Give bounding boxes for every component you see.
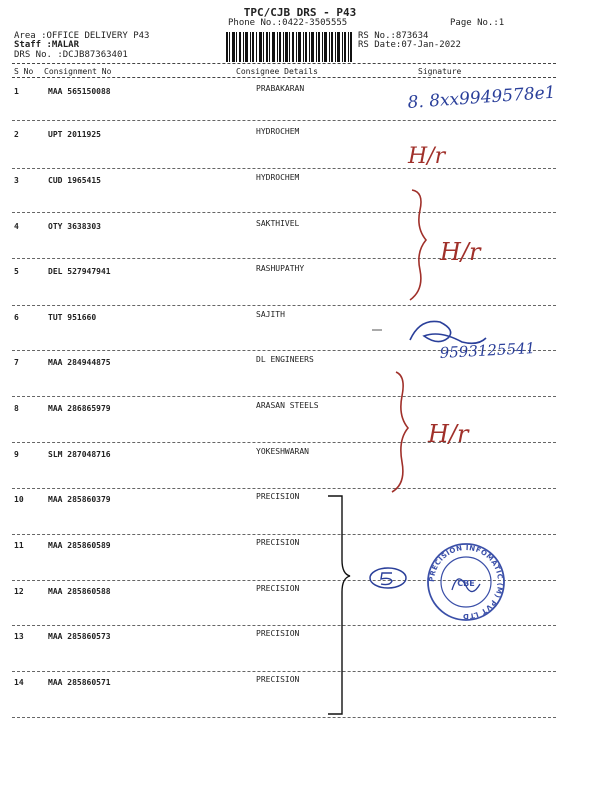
row-consignee: YOKESHWARAN <box>256 447 309 456</box>
row-sno: 3 <box>14 176 19 185</box>
stamp-city: CBE <box>457 579 475 588</box>
column-consignee: Consignee Details <box>236 67 318 76</box>
company-stamp <box>428 544 504 620</box>
rs-number: RS No.:873634 <box>358 31 429 41</box>
row-sno: 11 <box>14 541 24 550</box>
row-consignment-no: MAA 286865979 <box>48 404 111 413</box>
row-consignment-no: TUT 951660 <box>48 313 97 322</box>
row-sno: 2 <box>14 130 19 139</box>
area-label: Area :OFFICE DELIVERY P43 <box>14 31 150 41</box>
signature-rows-7-9: H/r <box>428 420 469 448</box>
brace-rows-7-9 <box>392 372 408 492</box>
row-sno: 1 <box>14 87 19 96</box>
page-number: Page No.:1 <box>450 18 505 28</box>
rs-date: RS Date:07-Jan-2022 <box>358 40 461 50</box>
drs-number: DRS No. :DCJB87363401 <box>14 50 128 60</box>
row-sno: 14 <box>14 678 24 687</box>
row-consignment-no: MAA 285860589 <box>48 541 111 550</box>
row-consignee: PRABAKARAN <box>256 84 305 93</box>
row-consignee: PRECISION <box>256 629 300 638</box>
row-sno: 13 <box>14 632 24 641</box>
row-consignee: HYDROCHEM <box>256 127 300 136</box>
document-title: TPC/CJB DRS - P43 <box>243 6 357 19</box>
row-consignment-no: MAA 565150088 <box>48 87 111 96</box>
bracket-rows-10-14 <box>328 496 350 714</box>
column-signature: Signature <box>418 67 462 76</box>
stamp-text: PRECISION INFOMATIC (M) PVT LTD <box>427 543 505 621</box>
signature-row-6-scribble <box>410 321 486 343</box>
row-consignment-no: SLM 287048716 <box>48 450 111 459</box>
staff-label: Staff :MALAR <box>14 40 80 50</box>
phone-number: Phone No.:0422-3505555 <box>228 18 348 28</box>
circled-number-digit <box>381 573 392 585</box>
row-consignee: SAJITH <box>256 310 285 319</box>
row-consignee: PRECISION <box>256 492 300 501</box>
row-consignee: HYDROCHEM <box>256 173 300 182</box>
signature-rows-3-5: H/r <box>440 238 481 266</box>
row-consignee: SAKTHIVEL <box>256 219 300 228</box>
row-sno: 10 <box>14 495 24 504</box>
brace-rows-3-5 <box>410 190 426 300</box>
row-sno: 5 <box>14 267 19 276</box>
phone-row-6: 9593125541 <box>439 339 536 362</box>
row-consignee: RASHUPATHY <box>256 264 305 273</box>
row-consignee: PRECISION <box>256 584 300 593</box>
row-consignment-no: MAA 285860573 <box>48 632 111 641</box>
row-sno: 12 <box>14 587 24 596</box>
row-consignment-no: CUD 1965415 <box>48 176 101 185</box>
signature-row-2: H/r <box>408 144 446 169</box>
row-consignment-no: MAA 284944875 <box>48 358 111 367</box>
row-consignment-no: MAA 285860379 <box>48 495 111 504</box>
row-sno: 8 <box>14 404 19 413</box>
row-consignment-no: OTY 3638303 <box>48 222 101 231</box>
row-consignment-no: MAA 285860588 <box>48 587 111 596</box>
row-consignee: PRECISION <box>256 538 300 547</box>
row-consignee: DL ENGINEERS <box>256 355 314 364</box>
row-consignment-no: UPT 2011925 <box>48 130 101 139</box>
row-sno: 7 <box>14 358 19 367</box>
row-consignee: ARASAN STEELS <box>256 401 319 410</box>
row-consignee: PRECISION <box>256 675 300 684</box>
column-sno: S No <box>14 67 34 76</box>
row-sno: 6 <box>14 313 19 322</box>
row-sno: 9 <box>14 450 19 459</box>
signature-row-1: 8. 8xx9949578e1 <box>406 82 557 113</box>
row-consignment-no: DEL 527947941 <box>48 267 111 276</box>
row-sno: 4 <box>14 222 19 231</box>
column-consignment: Consignment No <box>44 67 112 76</box>
row-consignment-no: MAA 285860571 <box>48 678 111 687</box>
